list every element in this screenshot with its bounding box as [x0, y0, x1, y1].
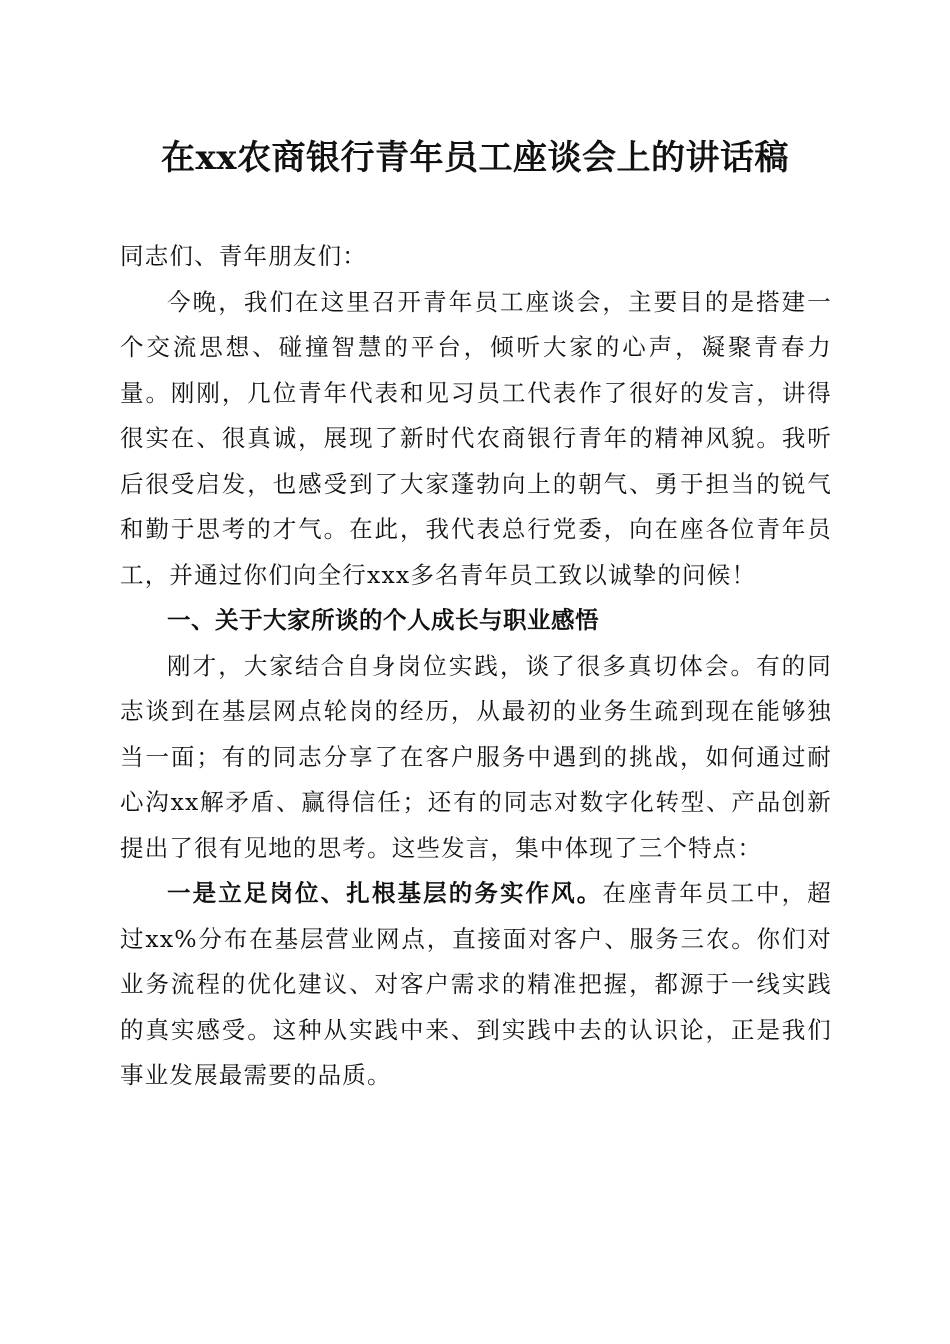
paragraph-opening: 今晚，我们在这里召开青年员工座谈会，主要目的是搭建一个交流思想、碰撞智慧的平台，倾听大家的心声，凝聚青春力量。刚刚，几位青年代表和见习员工代表作了很好的发言，讲得很实在、很真诚，展现了新时代农商银行青年的精神风貌。我听后很受启发，也感受到了大家蓬勃向上的朝气、勇于担当的锐气和勤于思考的才气。在此，我代表总行党委，向在座各位青年员工，并通过你们向全行xxx多名青年员工致以诚挚的问候！: [120, 287, 832, 589]
document-title: 在xx农商银行青年员工座谈会上的讲话稿: [160, 138, 790, 178]
document-body: [120, 234, 832, 1099]
point-1-lead: 一是立足岗位、扎根基层的务实作风。: [167, 879, 603, 907]
paragraph-section-1: 刚才，大家结合自身岗位实践，谈了很多真切体会。有的同志谈到在基层网点轮岗的经历，从最初的业务生疏到现在能够独当一面；有的同志分享了在客户服务中遇到的挑战，如何通过耐心沟xx解矛盾、赢得信任；还有的同志对数字化转型、产品创新提出了很有见地的思考。这些发言，集中体现了三个特点：: [120, 651, 832, 862]
section-heading-1: 一、关于大家所谈的个人成长与职业感悟: [167, 606, 599, 634]
point-1-text: 在座青年员工中，超过xx%分布在基层营业网点，直接面对客户、服务三农。你们对业务流程的优化建议、对客户需求的精准把握，都源于一线实践的真实感受。这种从实践中来、到实践中去的认识论，正是我们事业发展最需要的品质。: [120, 879, 832, 1089]
paragraph-point-1: [120, 871, 832, 1099]
greeting: 同志们、青年朋友们：: [120, 242, 367, 270]
